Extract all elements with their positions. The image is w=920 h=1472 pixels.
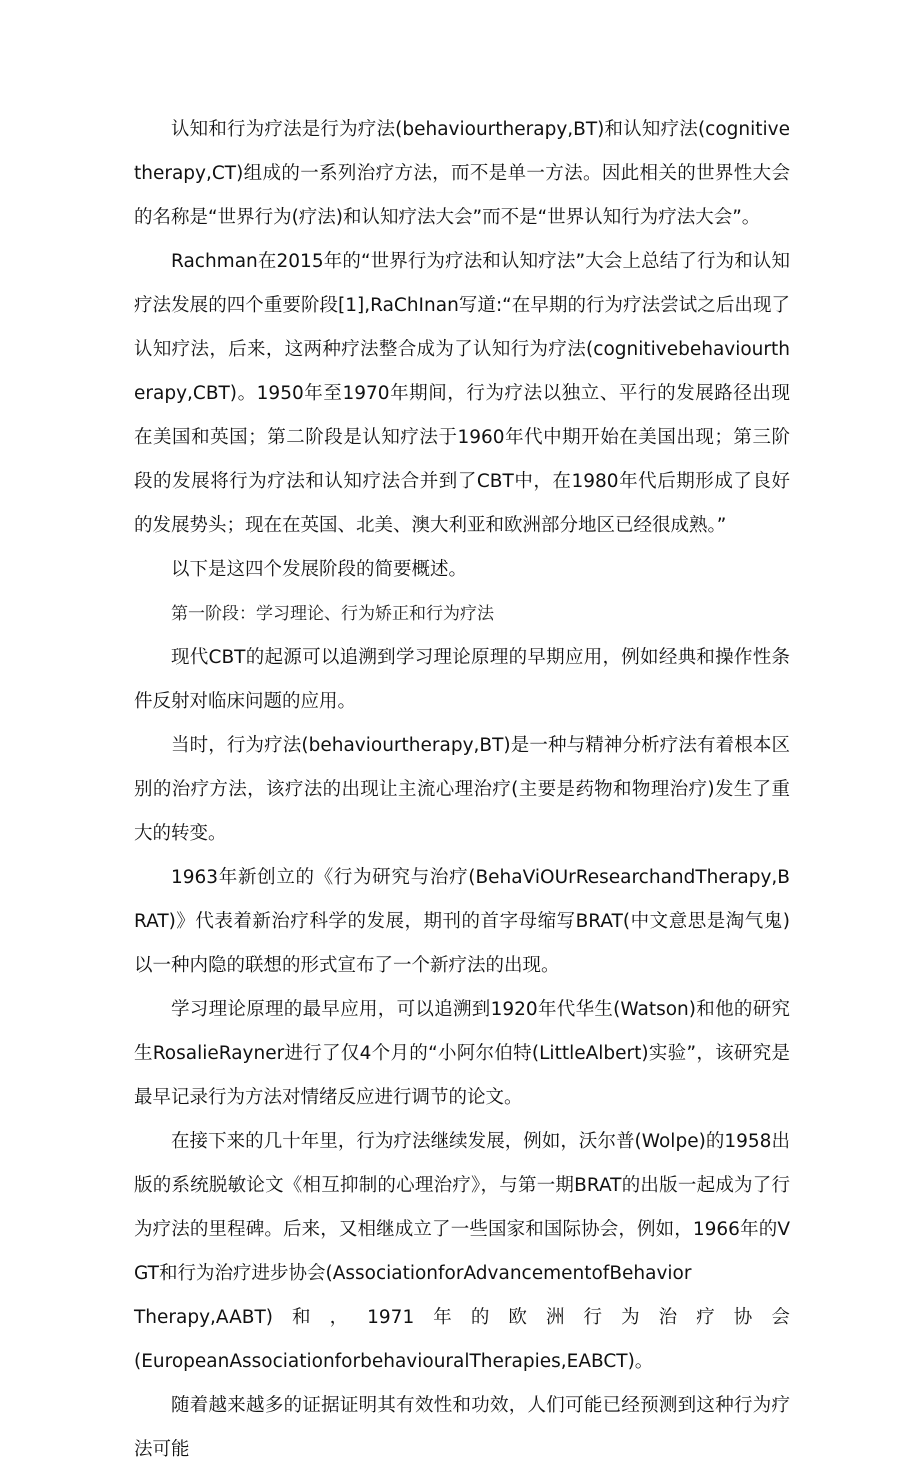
line-token: 治 bbox=[658, 1307, 678, 1328]
line-token: 会 bbox=[771, 1307, 790, 1328]
line-token: ， bbox=[329, 1307, 349, 1328]
document-body bbox=[134, 108, 790, 1472]
paragraph-wolpe-associations: 在接下来的几十年里，行为疗法继续发展，例如，沃尔普(Wolpe)的1958出版的系统脱敏论文《相互抑制的心理治疗》，与第一期BRAT的出版一起成为了行为疗法的里程碑。后来，又相继成立了一些国家和国际协会，例如，1966年的VGT和行为治疗进步协会(AssociationforAdvancementofBehavior bbox=[134, 1131, 790, 1284]
line-token: 和 bbox=[292, 1307, 311, 1328]
line-token: 协 bbox=[733, 1307, 753, 1328]
line-token: 的 bbox=[470, 1307, 490, 1328]
line-token: 年 bbox=[433, 1307, 452, 1328]
paragraph-overview-intro: 以下是这四个发展阶段的简要概述。 bbox=[171, 559, 468, 580]
line-token: 疗 bbox=[696, 1307, 715, 1328]
paragraph-rachman-stages: Rachman在2015年的“世界行为疗法和认知疗法”大会上总结了行为和认知疗法发展的四个重要阶段[1],RaChInan写道:“在早期的行为疗法尝试之后出现了认知疗法，后来，这两种疗法整合成为了认知行为疗法(cognitivebehaviourtherapy,CBT)。1950年至1970年期间，行为疗法以独立、平行的发展路径出现在美国和英国；第二阶段是认知疗法于1960年代中期开始在美国出现；第三阶段的发展将行为疗法和认知疗法合并到了CBT中，在1980年代后期形成了良好的发展势头；现在在英国、北美、澳大利亚和欧洲部分地区已经很成熟。” bbox=[134, 251, 790, 536]
line-token: 1971 bbox=[367, 1307, 415, 1328]
paragraph-cbt-definition: 认知和行为疗法是行为疗法(behaviourtherapy,BT)和认知疗法(cognitivetherapy,CT)组成的一系列治疗方法，而不是单一方法。因此相关的世界性大会的名称是“世界行为(疗法)和认知疗法大会”而不是“世界认知行为疗法大会”。 bbox=[134, 119, 790, 228]
paragraph-cbt-origins: 现代CBT的起源可以追溯到学习理论原理的早期应用，例如经典和操作性条件反射对临床问题的应用。 bbox=[134, 647, 790, 712]
line-eabct: (EuropeanAssociationforbehaviouralTherapies,EABCT)。 bbox=[134, 1351, 654, 1372]
line-token: Therapy,AABT) bbox=[134, 1307, 273, 1328]
section-heading-stage-one: 第一阶段：学习理论、行为矫正和行为疗法 bbox=[171, 604, 494, 624]
line-token: 洲 bbox=[545, 1307, 565, 1328]
paragraph-final: 随着越来越多的证据证明其有效性和功效，人们可能已经预测到这种行为疗法可能 bbox=[134, 1395, 790, 1460]
line-token: 为 bbox=[621, 1307, 640, 1328]
line-token: 欧 bbox=[508, 1307, 527, 1328]
line-token: 行 bbox=[583, 1307, 603, 1328]
justified-line-aabt bbox=[134, 1296, 790, 1340]
paragraph-behaviour-therapy: 当时，行为疗法(behaviourtherapy,BT)是一种与精神分析疗法有着根本区别的治疗方法，该疗法的出现让主流心理治疗(主要是药物和物理治疗)发生了重大的转变。 bbox=[134, 735, 790, 844]
paragraph-little-albert: 学习理论原理的最早应用，可以追溯到1920年代华生(Watson)和他的研究生RosalieRayner进行了仅4个月的“小阿尔伯特(LittleAlbert)实验”，该研究是最早记录行为方法对情绪反应进行调节的论文。 bbox=[134, 999, 790, 1108]
paragraph-brat-journal: 1963年新创立的《行为研究与治疗(BehaViOUrResearchandTherapy,BRAT)》代表着新治疗科学的发展，期刊的首字母缩写BRAT(中文意思是淘气鬼)以一种内隐的联想的形式宣布了一个新疗法的出现。 bbox=[134, 867, 790, 976]
